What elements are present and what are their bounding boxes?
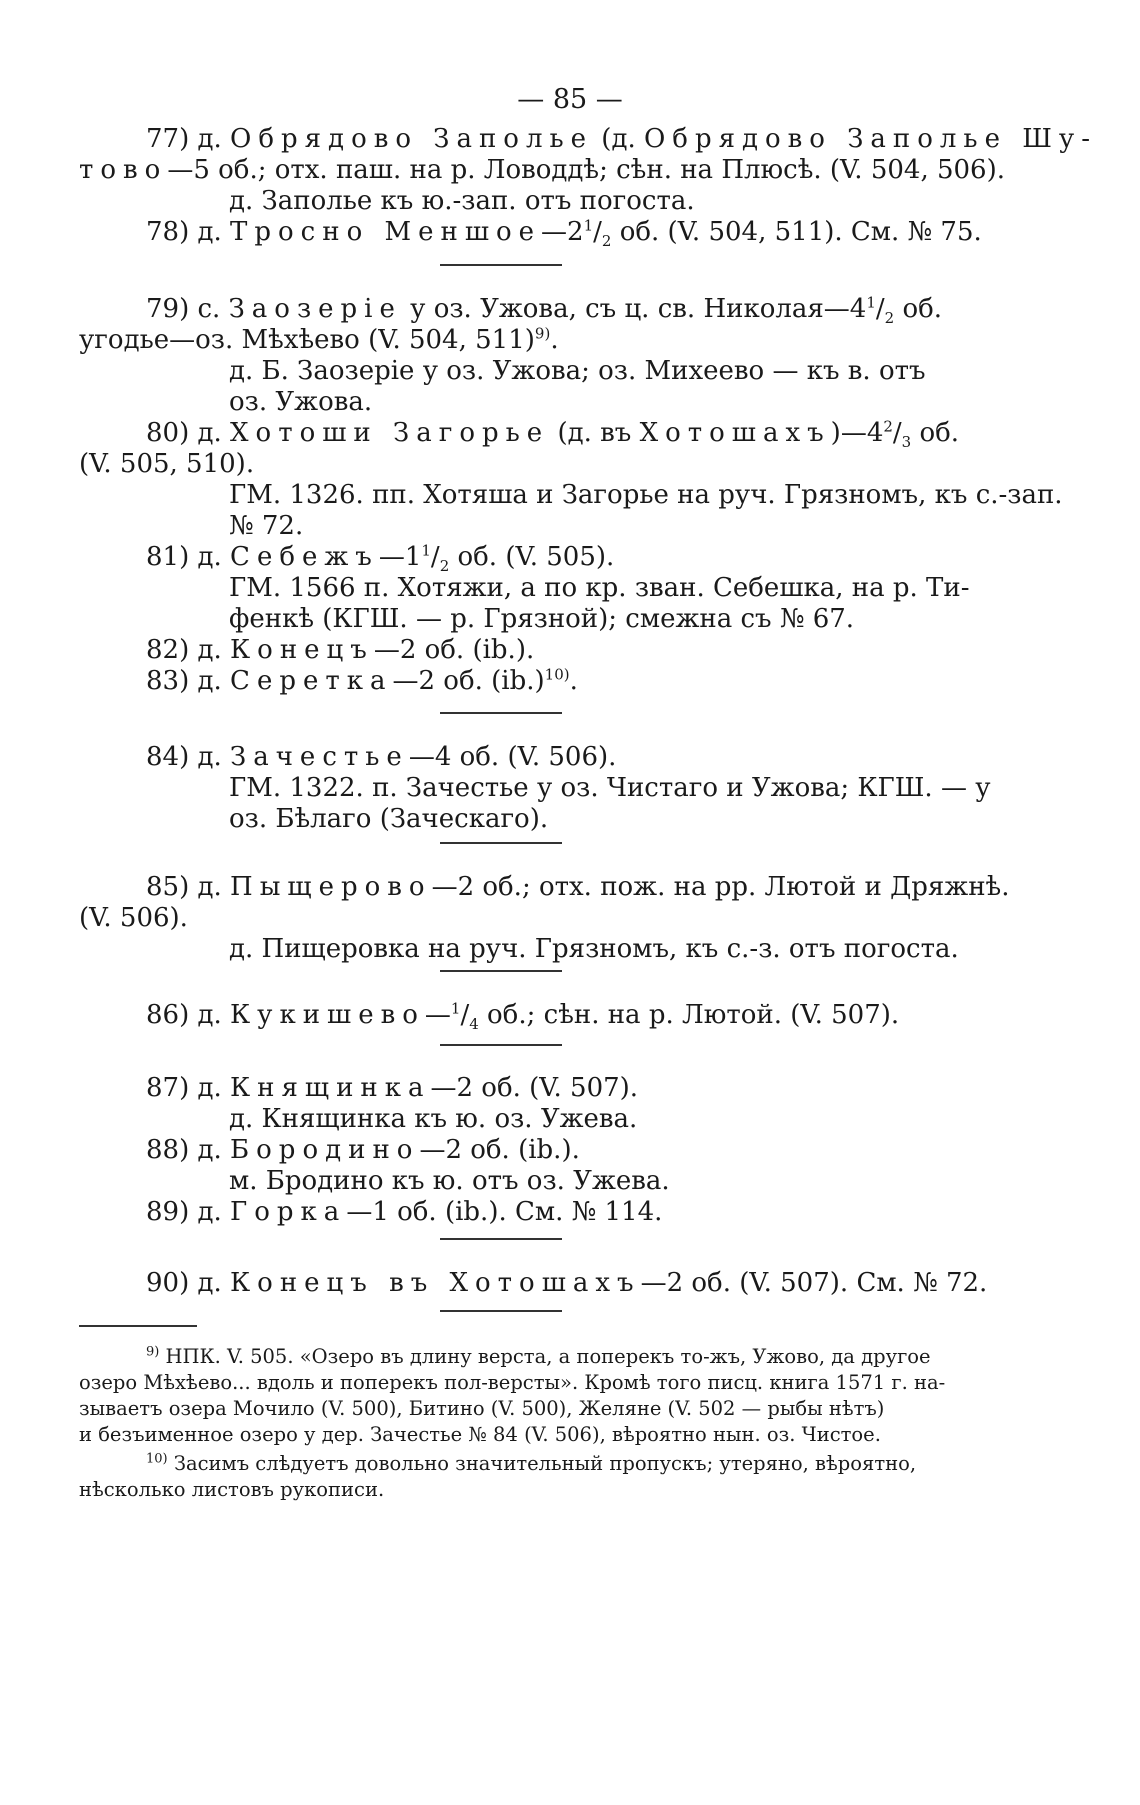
entry-79-modern-note-cont: оз. Ужова. (229, 387, 373, 417)
entry-85-modern-note: д. Пищеровка на руч. Грязномъ, къ с.-з. отъ погоста. (229, 934, 959, 964)
entry-85-line-1 (146, 874, 1009, 900)
entry-83 (146, 665, 578, 696)
fraction-numerator: 1 (866, 293, 876, 312)
separator-rule (440, 264, 562, 266)
footnote-text: НПК. V. 505. «Озеро въ длину верста, а поперекъ то-жъ, Ужово, да другое (165, 1345, 931, 1368)
entry-text: об. (902, 294, 943, 324)
entry-text: —2 об. (V. 507). См. № 72. (640, 1268, 988, 1298)
settlement-name: Бородино (230, 1135, 420, 1165)
footnote-9-line-2: озеро Мѣхѣево... вдоль и поперекъ пол-версты». Кромѣ того писц. книга 1571 г. на- (79, 1371, 946, 1394)
entry-number: 81) (146, 542, 190, 572)
settlement-type: д. (197, 1197, 222, 1227)
entry-89 (146, 1199, 662, 1225)
entry-81-line-1: 81) д. $Себежъ—1^1/_2$ об. (V. 505). (146, 541, 615, 576)
entry-text: об. (V. 505). (457, 542, 615, 572)
settlement-name: Пыщерово (230, 872, 432, 902)
alt-name-prefix: (д. въ (557, 418, 632, 448)
settlement-type: д. (197, 542, 222, 572)
entry-text: . (569, 666, 578, 696)
settlement-name: Горка (230, 1197, 347, 1227)
entry-text: —2 об.; отх. пож. на рр. Лютой и Дряжнѣ. (431, 872, 1010, 902)
fraction-numerator: 2 (883, 417, 893, 436)
settlement-name: Кукишево (230, 1000, 425, 1030)
separator-rule (440, 1310, 562, 1312)
settlement-name: Конецъ (230, 635, 374, 665)
entry-84-gm-note-cont: оз. Бѣлаго (Заческаго). (229, 804, 549, 834)
entry-79-line-1: 79) с. Заозеріе у оз. Ужова, съ ц. св. $Николая—4^1/_2$ об. (146, 293, 943, 328)
fraction-denominator: 2 (884, 309, 895, 328)
fraction-numerator: 1 (421, 541, 431, 560)
entry-text: об. (V. 504, 511). См. № 75. (619, 217, 982, 247)
settlement-name: Княщинка (230, 1073, 431, 1103)
entry-number: 90) (146, 1268, 190, 1298)
footnote-9-line-1 (146, 1344, 931, 1368)
entry-number: 85) (146, 872, 190, 902)
separator-rule (440, 712, 562, 714)
entry-77-line-1 (146, 126, 1097, 152)
entry-80-line-2: (V. 505, 510). (79, 449, 255, 479)
entry-87-line-1 (146, 1075, 638, 1101)
settlement-type: д. (197, 418, 222, 448)
entry-text: —2 об. (ib.). (419, 1135, 580, 1165)
entry-number: 87) (146, 1073, 190, 1103)
entry-text: —2 об. (V. 507). (430, 1073, 639, 1103)
entry-text: —2 об. (ib.) (392, 666, 545, 696)
entry-text: — (424, 1000, 451, 1030)
settlement-name: Заозеріе (228, 294, 402, 324)
settlement-name: Обрядово Заполье (230, 124, 594, 154)
footnote-10-line-2: нѣсколько листовъ рукописи. (79, 1478, 385, 1501)
footnote-text: Засимъ слѣдуетъ довольно значительный пропускъ; утеряно, вѣроятно, (173, 1452, 917, 1475)
alt-name-prefix: (д. (601, 124, 636, 154)
entry-77-line-2 (79, 157, 1005, 183)
settlement-type: д. (197, 1268, 222, 1298)
entry-number: 88) (146, 1135, 190, 1165)
separator-rule (440, 1238, 562, 1240)
separator-rule (440, 970, 562, 972)
settlement-name: Зачестье (230, 742, 409, 772)
entry-90 (146, 1270, 987, 1296)
fraction-denominator: 2 (601, 232, 612, 251)
separator-rule (440, 842, 562, 844)
entry-text: . (550, 325, 559, 355)
entry-text: у оз. Ужова, съ ц. св. Николая—4 (410, 294, 867, 324)
entry-84-gm-note: ГМ. 1322. п. Зачестье у оз. Чистаго и Ужова; КГШ. — у (229, 773, 991, 803)
entry-81-gm-note: ГМ. 1566 п. Хотяжи, а по кр. зван. Себешка, на р. Ти- (229, 573, 970, 603)
entry-text: —2 (541, 217, 584, 247)
entry-number: 84) (146, 742, 190, 772)
settlement-type: с. (197, 294, 221, 324)
settlement-name: Тросно Меншое (230, 217, 542, 247)
entry-number: 78) (146, 217, 190, 247)
entry-number: 83) (146, 666, 190, 696)
fraction-denominator: 3 (901, 433, 912, 452)
settlement-type: д. (197, 1000, 222, 1030)
fraction-numerator: 1 (583, 216, 594, 235)
settlement-type: д. (197, 124, 222, 154)
settlement-type: д. (197, 742, 222, 772)
entry-number: 79) (146, 294, 190, 324)
settlement-name: Хотоши Загорье (230, 418, 550, 448)
entry-text: —1 об. (ib.). См. № 114. (346, 1197, 663, 1227)
entry-number: 89) (146, 1197, 190, 1227)
fraction-numerator: 1 (450, 999, 461, 1018)
entry-text: —1 (378, 542, 422, 572)
entry-text: об.; сѣн. на р. Лютой. (V. 507). (487, 1000, 900, 1030)
settlement-name: Себежъ (230, 542, 379, 572)
entry-text: )—4 (830, 418, 884, 448)
entry-text: —4 об. (V. 506). (408, 742, 617, 772)
settlement-type: д. (197, 666, 222, 696)
entry-88-modern-note: м. Бродино къ ю. отъ оз. Ужева. (229, 1166, 670, 1196)
settlement-name: Конецъ въ Хотошахъ (230, 1268, 641, 1298)
settlement-type: д. (197, 635, 222, 665)
footnote-mark: 10) (146, 1451, 168, 1467)
entry-79-modern-note: д. Б. Заозеріе у оз. Ужова; оз. Михеево — къ в. отъ (229, 356, 926, 386)
entry-text: угодье—оз. Мѣхѣево (V. 504, 511) (79, 325, 535, 355)
footnote-9-line-4: и безъименное озеро у дер. Зачестье № 84 (V. 506), вѣроятно нын. оз. Чистое. (79, 1423, 881, 1446)
entry-80-gm-note: ГМ. 1326. пп. Хотяша и Загорье на руч. Грязномъ, къ с.-зап. (229, 480, 1063, 510)
entry-text: —2 об. (ib.). (373, 635, 535, 665)
alt-name: Хотошахъ (639, 418, 831, 448)
settlement-name: Серетка (230, 666, 393, 696)
footnote-9-line-3: зываетъ озера Мочило (V. 500), Битино (V. 500), Желяне (V. 502 — рыбы нѣтъ) (79, 1397, 885, 1420)
entry-number: 80) (146, 418, 190, 448)
entry-number: 77) (146, 124, 190, 154)
separator-rule (440, 1044, 562, 1046)
alt-name: Обрядово Заполье Шу- (643, 124, 1097, 154)
entry-86: 86) д. $Кукишево—^1/_4$ об.; сѣн. на р. Лютой. (V. 507). (146, 999, 900, 1034)
entry-82 (146, 637, 534, 663)
footnote-mark: 9) (146, 1344, 160, 1360)
footnote-rule (79, 1325, 197, 1327)
footnote-ref: 10) (544, 665, 570, 684)
footnote-ref: 9) (534, 324, 551, 343)
entry-78: 78) д. Тросно $Меншое—2^1/_2$ об. (V. 504, 511). См. № 75. (146, 216, 982, 251)
entry-77-modern-note: д. Заполье къ ю.-зап. отъ погоста. (229, 186, 695, 216)
entry-79-line-2 (79, 324, 559, 355)
fraction-denominator: 4 (469, 1015, 479, 1034)
settlement-type: д. (197, 872, 222, 902)
settlement-type: д. (197, 1135, 222, 1165)
entry-text: об. (919, 418, 960, 448)
footnote-10-line-1 (146, 1451, 917, 1475)
entry-87-modern-note: д. Княщинка къ ю. оз. Ужева. (229, 1104, 638, 1134)
entry-text: —5 об.; отх. паш. на р. Ловоддѣ; сѣн. на Плюсѣ. (V. 504, 506). (167, 155, 1006, 185)
entry-81-gm-note-cont: фенкѣ (КГШ. — р. Грязной); смежна съ № 67. (229, 604, 855, 634)
entry-84-line-1 (146, 744, 616, 770)
settlement-type: д. (197, 217, 222, 247)
fraction-denominator: 2 (439, 557, 450, 576)
page-number: — 85 — (517, 84, 623, 115)
entry-88-line-1 (146, 1137, 580, 1163)
entry-85-line-2: (V. 506). (79, 903, 188, 933)
entry-number: 86) (146, 1000, 190, 1030)
settlement-type: д. (197, 1073, 222, 1103)
entry-number: 82) (146, 635, 190, 665)
entry-80-line-1: 80) д. Хотоши Загорье (д. въ $Хотошахъ)—4^2/_3$ об. (146, 417, 960, 452)
alt-name-cont: тово (79, 155, 168, 185)
entry-80-gm-note-cont: № 72. (229, 511, 304, 541)
